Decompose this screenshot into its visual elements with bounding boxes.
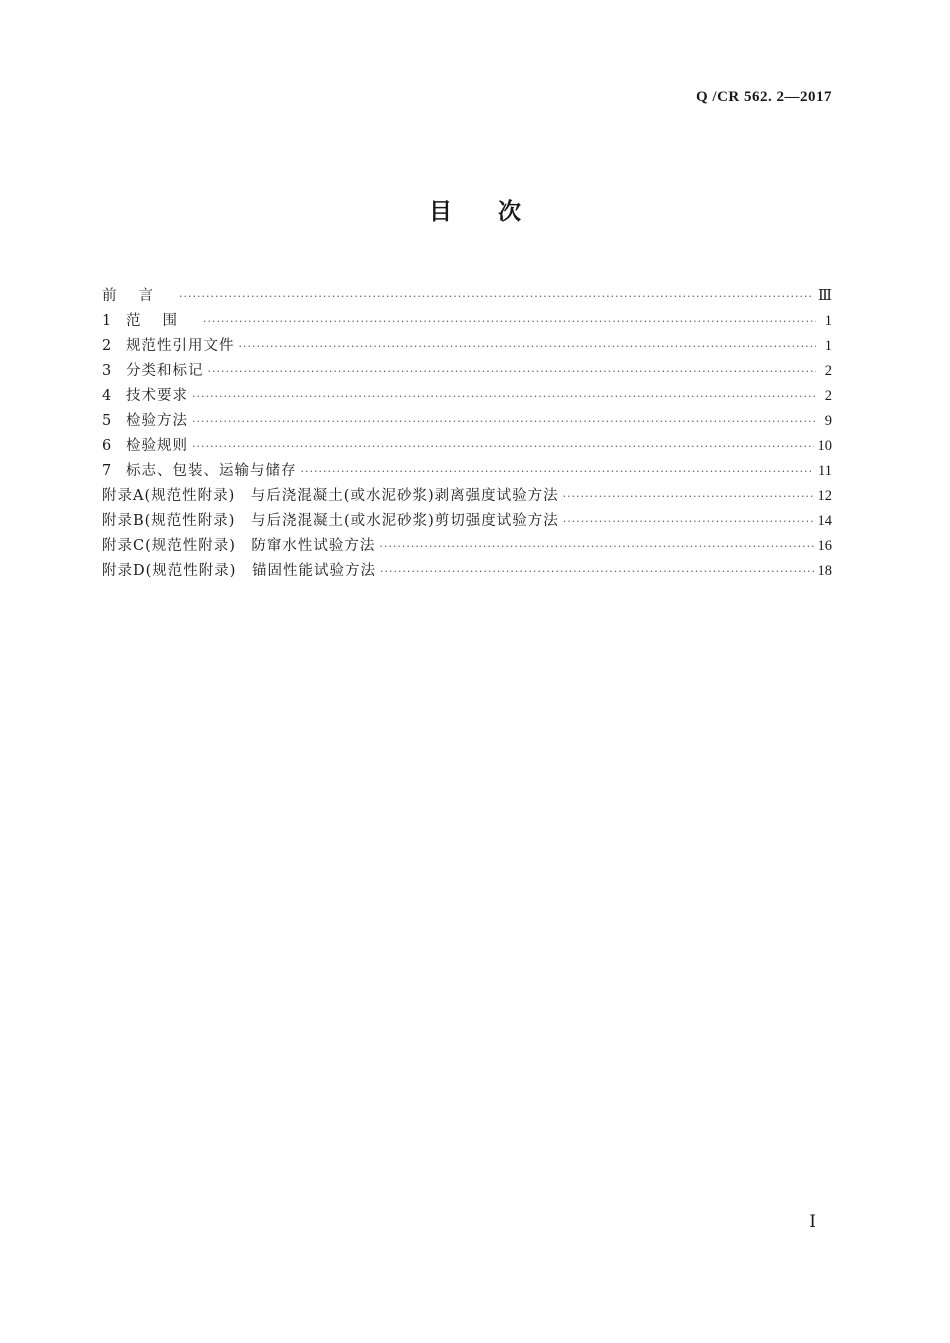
toc-entry-page: 1 (824, 338, 832, 354)
toc-entry[interactable] (102, 509, 832, 534)
toc-entry-label: 附录D(规范性附录) 锚固性能试验方法 (102, 563, 376, 579)
toc-leader-dots (192, 390, 816, 403)
toc-leader-dots (179, 290, 814, 303)
toc-entry-number: 2 (102, 338, 112, 354)
toc-leader-dots (301, 465, 815, 478)
standard-code: Q /CR 562. 2—2017 (696, 89, 832, 105)
toc-entry-number: 5 (102, 413, 112, 429)
toc-entry[interactable] (102, 359, 832, 384)
page-number: Ⅰ (809, 1212, 816, 1231)
toc-entry-label: 规范性引用文件 (126, 338, 235, 354)
toc-entry[interactable] (102, 384, 832, 409)
toc-entry[interactable] (102, 334, 832, 359)
toc-leader-dots (239, 340, 817, 353)
toc-entry-label: 范围 (126, 313, 199, 329)
toc-entry-number: 4 (102, 388, 112, 404)
toc-entry-page: 14 (817, 513, 832, 529)
toc-entry-page: 9 (824, 413, 832, 429)
toc-entry-label: 分类和标记 (126, 363, 204, 379)
toc-entry-page: 12 (817, 488, 832, 504)
toc-entry-number: 6 (102, 438, 112, 454)
toc-entry-label: 标志、包装、运输与储存 (126, 463, 297, 479)
toc-entry-page: 18 (817, 563, 832, 579)
table-of-contents (102, 284, 832, 584)
toc-entry-page: 1 (824, 313, 832, 329)
toc-entry-page: Ⅲ (818, 288, 832, 304)
toc-leader-dots (192, 440, 814, 453)
toc-entry[interactable] (102, 484, 832, 509)
toc-entry[interactable] (102, 459, 832, 484)
toc-entry-label: 前言 (102, 288, 175, 304)
page-title: 目次 (429, 199, 567, 225)
toc-entry-label: 检验规则 (126, 438, 188, 454)
toc-entry[interactable] (102, 284, 832, 309)
toc-entry-page: 11 (818, 463, 832, 479)
toc-leader-dots (379, 540, 813, 553)
toc-entry-page: 10 (817, 438, 832, 454)
toc-leader-dots (563, 490, 814, 503)
toc-entry-number: 3 (102, 363, 112, 379)
toc-entry-label: 技术要求 (126, 388, 188, 404)
toc-entry-page: 2 (824, 363, 832, 379)
toc-leader-dots (208, 365, 817, 378)
toc-leader-dots (380, 565, 814, 578)
toc-entry[interactable] (102, 409, 832, 434)
toc-entry[interactable] (102, 309, 832, 334)
toc-leader-dots (563, 515, 814, 528)
toc-entry-label: 附录A(规范性附录) 与后浇混凝土(或水泥砂浆)剥离强度试验方法 (102, 488, 559, 504)
toc-entry-page: 16 (817, 538, 832, 554)
toc-entry-number: 1 (102, 313, 112, 329)
toc-leader-dots (203, 315, 816, 328)
toc-entry-page: 2 (824, 388, 832, 404)
toc-leader-dots (192, 415, 816, 428)
toc-entry[interactable] (102, 434, 832, 459)
toc-entry-label: 附录B(规范性附录) 与后浇混凝土(或水泥砂浆)剪切强度试验方法 (102, 513, 559, 529)
toc-entry-label: 附录C(规范性附录) 防窜水性试验方法 (102, 538, 376, 554)
toc-entry[interactable] (102, 559, 832, 584)
toc-entry-number: 7 (102, 463, 112, 479)
toc-entry-label: 检验方法 (126, 413, 188, 429)
toc-entry[interactable] (102, 534, 832, 559)
